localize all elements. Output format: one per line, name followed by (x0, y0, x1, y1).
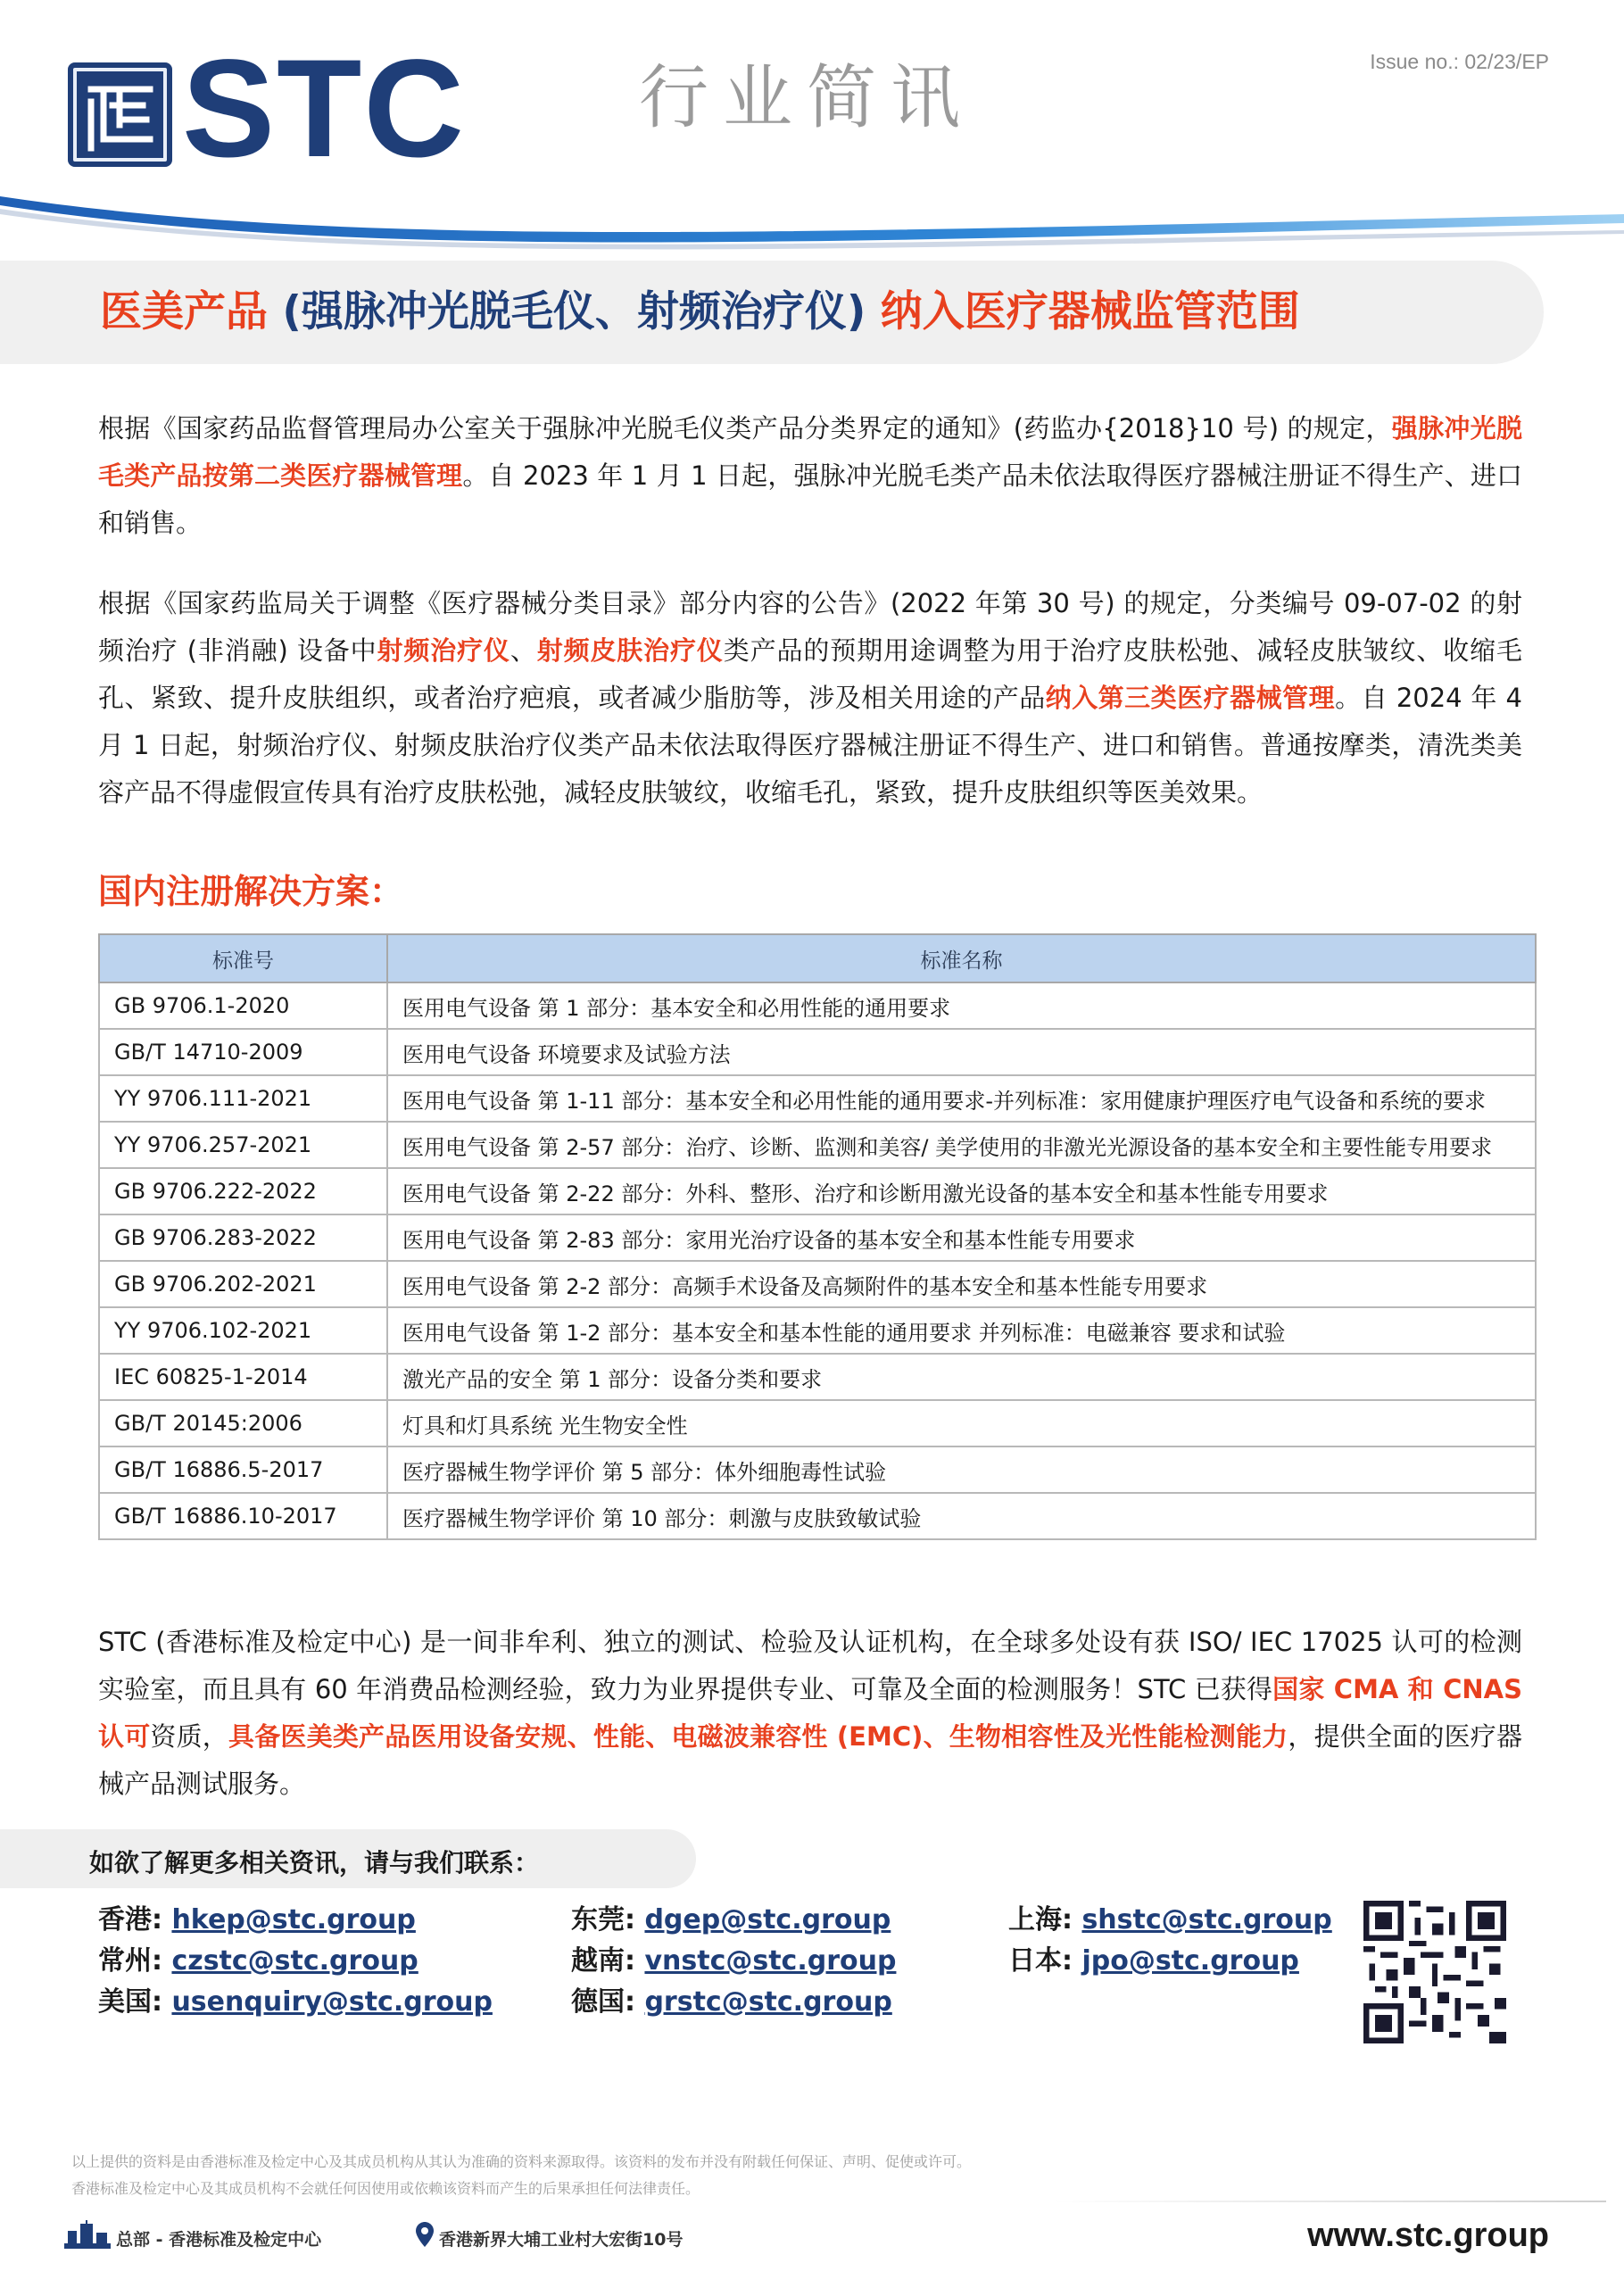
header-standard-number: 标准号 (99, 934, 387, 982)
table-row (99, 1075, 1536, 1122)
standard-number: GB 9706.283-2022 (99, 1214, 387, 1261)
contact-usa (98, 1979, 493, 2018)
email-link[interactable]: shstc@stc.group (1081, 1904, 1332, 1935)
email-link[interactable]: usenquiry@stc.group (171, 1986, 493, 2018)
para1-text-1: 根据《国家药品监督管理局办公室关于强脉冲光脱毛仪类产品分类界定的通知》(药监办{2018}10 号) 的规定， (98, 413, 1392, 443)
standard-number: YY 9706.102-2021 (99, 1307, 387, 1354)
standard-number: GB/T 20145:2006 (99, 1400, 387, 1446)
paragraph-1 (98, 405, 1522, 547)
standard-number: IEC 60825-1-2014 (99, 1354, 387, 1400)
stc-logo-icon (68, 62, 172, 167)
contact-japan (1008, 1938, 1299, 1977)
table-header-row (99, 934, 1536, 982)
contact-region: 东莞: (571, 1904, 635, 1935)
footer-address: 香港新界大埔工业村大宏街10号 (439, 2230, 684, 2250)
table-row (99, 1168, 1536, 1214)
footer-divider (1053, 2201, 1606, 2202)
standard-name: 医用电气设备 第 1-2 部分：基本安全和基本性能的通用要求 并列标准：电磁兼容 要求和试验 (387, 1307, 1536, 1354)
contact-heading: 如欲了解更多相关资讯，请与我们联系： (89, 1848, 540, 1877)
para1-text-2: 。自 2023 年 1 月 1 日起，强脉冲光脱毛类产品未依法取得医疗器械注册证不得生产、进口和销售。 (98, 460, 1522, 538)
para3-text-3: ，提供全面的医疗器械产品测试服务。 (98, 1721, 1522, 1799)
contact-region: 上海: (1008, 1904, 1073, 1935)
newsletter-heading: 行业简讯 (639, 58, 975, 138)
standard-name: 医用电气设备 环境要求及试验方法 (387, 1029, 1536, 1075)
para2-text-2: 、 (510, 635, 537, 666)
table-row (99, 1354, 1536, 1400)
website-link[interactable]: www.stc.group (1307, 2217, 1549, 2254)
contact-region: 日本: (1008, 1945, 1073, 1977)
para3-text-2: 资质， (150, 1721, 229, 1752)
table-row (99, 1493, 1536, 1539)
disclaimer-line-2: 香港标准及检定中心及其成员机构不会就任何因使用或依赖该资料而产生的后果承担任何法律责任。 (71, 2180, 700, 2197)
standard-number: GB/T 14710-2009 (99, 1029, 387, 1075)
title-part-2: (强脉冲光脱毛仪、射频治疗仪) (282, 287, 866, 336)
contact-dongguan (571, 1897, 891, 1936)
para3-text-1: STC (香港标准及检定中心) 是一间非牟利、独立的测试、检验及认证机构，在全球多处设有获 ISO/ IEC 17025 认可的检测实验室，而且具有 60 年消费品检测经验，致力为业界提供专业、可靠及全面的检测服务！STC 已获得 (98, 1627, 1522, 1704)
para3-highlight-2: 具备医美类产品医用设备安规、性能、电磁波兼容性 (EMC)、生物相容性及光性能检测能力 (228, 1721, 1288, 1752)
standard-name: 医用电气设备 第 2-22 部分：外科、整形、治疗和诊断用激光设备的基本安全和基本性能专用要求 (387, 1168, 1536, 1214)
disclaimer-line-1: 以上提供的资料是由香港标准及检定中心及其成员机构从其认为准确的资料来源取得。该资料的发布并没有附载任何保证、声明、促使或许可。 (71, 2153, 972, 2170)
para2-text-3: 类产品的预期用途调整为用于治疗皮肤松弛、减轻皮肤皱纹、收缩毛孔、紧致、提升皮肤组织，或者治疗疤痕，或者减少脂肪等，涉及相关用途的产品 (98, 635, 1522, 713)
footer-hq: 总部 - 香港标准及检定中心 (116, 2230, 322, 2250)
table-row (99, 1214, 1536, 1261)
para2-highlight-3: 纳入第三类医疗器械管理 (1045, 683, 1336, 713)
standard-name: 医用电气设备 第 2-57 部分：治疗、诊断、监测和美容/ 美学使用的非激光光源设备的基本安全和主要性能专用要求 (387, 1122, 1536, 1168)
contact-changzhou (98, 1938, 418, 1977)
para3-highlight-1: 国家 CMA 和 CNAS 认可 (98, 1674, 1522, 1752)
para2-text-4: 。自 2024 年 4 月 1 日起，射频治疗仪、射频皮肤治疗仪类产品未依法取得医疗器械注册证不得生产、进口和销售。普通按摩类，清洗类美容产品不得虚假宣传具有治疗皮肤松弛，减轻皮肤皱纹，收缩毛孔，紧致，提升皮肤组织等医美效果。 (98, 683, 1522, 808)
contact-shanghai (1008, 1897, 1332, 1936)
standard-number: YY 9706.111-2021 (99, 1075, 387, 1122)
table-row (99, 1029, 1536, 1075)
table-row (99, 982, 1536, 1029)
standard-name: 医用电气设备 第 2-2 部分：高频手术设备及高频附件的基本安全和基本性能专用要求 (387, 1261, 1536, 1307)
table-row (99, 1307, 1536, 1354)
title-part-3: 纳入医疗器械监管范围 (866, 287, 1300, 336)
standard-number: GB 9706.1-2020 (99, 982, 387, 1029)
email-link[interactable]: grstc@stc.group (644, 1986, 892, 2018)
email-link[interactable]: vnstc@stc.group (644, 1945, 897, 1977)
email-link[interactable]: dgep@stc.group (644, 1904, 891, 1935)
table-row (99, 1446, 1536, 1493)
email-link[interactable]: jpo@stc.group (1081, 1945, 1299, 1977)
standard-number: GB 9706.222-2022 (99, 1168, 387, 1214)
qr-code-icon[interactable] (1363, 1901, 1506, 2043)
para2-text-1: 根据《国家药监局关于调整《医疗器械分类目录》部分内容的公告》(2022 年第 30 号) 的规定，分类编号 09-07-02 的射频治疗 (非消融) 设备中 (98, 588, 1522, 666)
contact-region: 德国: (571, 1986, 635, 2018)
standard-number: GB/T 16886.10-2017 (99, 1493, 387, 1539)
contact-region: 常州: (98, 1945, 162, 1977)
standard-name: 医疗器械生物学评价 第 10 部分：刺激与皮肤致敏试验 (387, 1493, 1536, 1539)
page-title (100, 287, 1300, 337)
paragraph-3 (98, 1619, 1522, 1808)
contact-region: 香港: (98, 1904, 162, 1935)
standard-name: 灯具和灯具系统 光生物安全性 (387, 1400, 1536, 1446)
table-row (99, 1122, 1536, 1168)
solutions-heading: 国内注册解决方案： (98, 872, 404, 911)
contact-region: 美国: (98, 1986, 162, 2018)
contact-germany (571, 1979, 892, 2018)
para2-highlight-2: 射频皮肤治疗仪 (536, 635, 724, 666)
issue-number: Issue no.: 02/23/EP (1370, 50, 1549, 73)
standard-number: GB 9706.202-2021 (99, 1261, 387, 1307)
standard-name: 医用电气设备 第 2-83 部分：家用光治疗设备的基本安全和基本性能专用要求 (387, 1214, 1536, 1261)
header-swoosh (0, 178, 1624, 268)
table-row (99, 1261, 1536, 1307)
standards-table (98, 933, 1537, 1540)
title-part-1: 医美产品 (100, 287, 283, 336)
email-link[interactable]: hkep@stc.group (171, 1904, 416, 1935)
standard-name: 激光产品的安全 第 1 部分：设备分类和要求 (387, 1354, 1536, 1400)
standard-number: YY 9706.257-2021 (99, 1122, 387, 1168)
paragraph-2 (98, 580, 1522, 816)
contact-region: 越南: (571, 1945, 635, 1977)
logo-text: STC (182, 31, 466, 186)
header-standard-name: 标准名称 (387, 934, 1536, 982)
standard-name: 医用电气设备 第 1-11 部分：基本安全和必用性能的通用要求-并列标准：家用健康护理医疗电气设备和系统的要求 (387, 1075, 1536, 1122)
para2-highlight-1: 射频治疗仪 (377, 635, 510, 666)
email-link[interactable]: czstc@stc.group (171, 1945, 418, 1977)
contact-vietnam (571, 1938, 896, 1977)
location-pin-icon (416, 2222, 434, 2247)
contact-hong-kong (98, 1897, 416, 1936)
standard-name: 医用电气设备 第 1 部分：基本安全和必用性能的通用要求 (387, 982, 1536, 1029)
building-icon (64, 2220, 111, 2249)
standard-name: 医疗器械生物学评价 第 5 部分：体外细胞毒性试验 (387, 1446, 1536, 1493)
para1-highlight-1: 强脉冲光脱毛类产品按第二类医疗器械管理 (98, 413, 1522, 491)
table-row (99, 1400, 1536, 1446)
standard-number: GB/T 16886.5-2017 (99, 1446, 387, 1493)
